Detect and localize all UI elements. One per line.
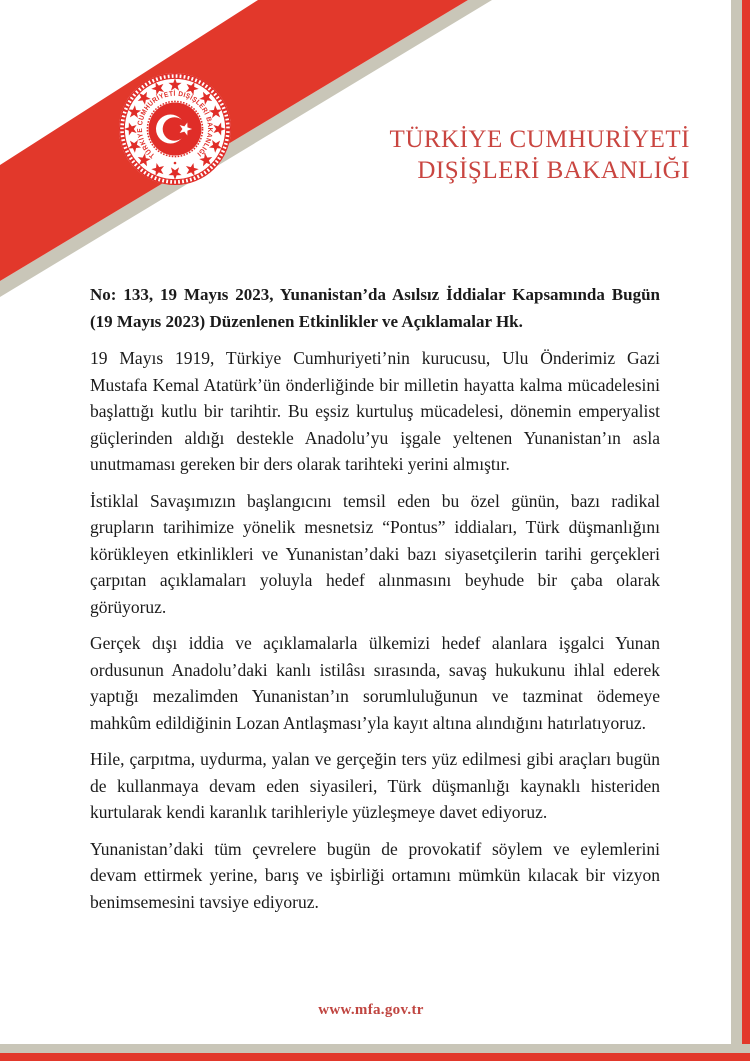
ministry-name-line2: DIŞİŞLERİ BAKANLIĞI (417, 157, 690, 184)
press-release-body (90, 282, 660, 925)
bottom-page-border (0, 1053, 750, 1061)
emblem-circular-text: TÜRKİYE CUMHURİYETİ DIŞİŞLERİ BAKANLIĞI (136, 90, 214, 159)
emblem-text-separator-dot (174, 162, 177, 165)
body-paragraph: Hile, çarpıtma, uydurma, yalan ve gerçeğin ters yüz edilmesi gibi araçları bugün de kullanmaya devam eden siyasileri, Türk düşmanlığı kaynaklı histeriden kurtularak kendi karanlık tarihleriyle yüzleşmeye davet ediyoruz. (90, 749, 660, 822)
ministry-name (390, 124, 690, 186)
body-paragraph: Yunanistan’daki tüm çevrelere bugün de provokatif söylem ve eylemlerini devam ettirmek yerine, barış ve işbirliği ortamını mümkün kılacak bir vizyon benimsemesini tavsiye ediyoruz. (90, 838, 660, 912)
subject-line: No: 133, 19 Mayıs 2023, Yunanistan’da Asılsız İddialar Kapsamında Bugün (19 Mayıs 2023) Düzenlenen Etkinlikler ve Açıklamalar Hk. (90, 285, 660, 331)
mfa-emblem (115, 69, 235, 189)
body-paragraph: Gerçek dışı iddia ve açıklamalarla ülkemizi hedef alanlara işgalci Yunan ordusunun Anadolu’daki kanlı istilâsı sırasında, savaş hukukunu ihlal ederek yaptığı mezalimden Yunanistan’ın sorumluluğunun ve tazminat ödemeye mahkûm edildiğinin Lozan Antlaşması’yla kayıt altına alındığını hatırlatıyoruz. (90, 633, 660, 733)
right-page-border-shadow (731, 0, 742, 1061)
footer-url: www.mfa.gov.tr (318, 1002, 424, 1018)
body-paragraph: İstiklal Savaşımızın başlangıcını temsil eden bu özel günün, bazı radikal grupların tarihimize yönelik mesnetsiz “Pontus” iddiaları, Türk düşmanlığını körükleyen etkinlikleri ve Yunanistan’daki bazı siyasetçilerin tarihi gerçekleri çarpıtan açıklamaları yoluyla hedef alınmasını beyhude bir çaba olarak görüyoruz. (90, 490, 660, 617)
right-page-border (742, 0, 750, 1061)
ministry-name-line1: TÜRKİYE CUMHURİYETİ (389, 126, 690, 153)
body-paragraph: 19 Mayıs 1919, Türkiye Cumhuriyeti’nin kurucusu, Ulu Önderimiz Gazi Mustafa Kemal Atatürk’ün önderliğinde bir milletin hayatta kalma mücadelesini başlattığı kutlu bir tarihtir. Bu eşsiz kurtuluş mücadelesi, dönemin emperyalist güçlerinden aldığı destekle Anadolu’yu işgale yeltenen Yunanistan’ın asla unutmaması gereken bir ders olarak tarihteki yerini almıştır. (90, 348, 660, 474)
bottom-page-border-shadow (0, 1044, 750, 1053)
